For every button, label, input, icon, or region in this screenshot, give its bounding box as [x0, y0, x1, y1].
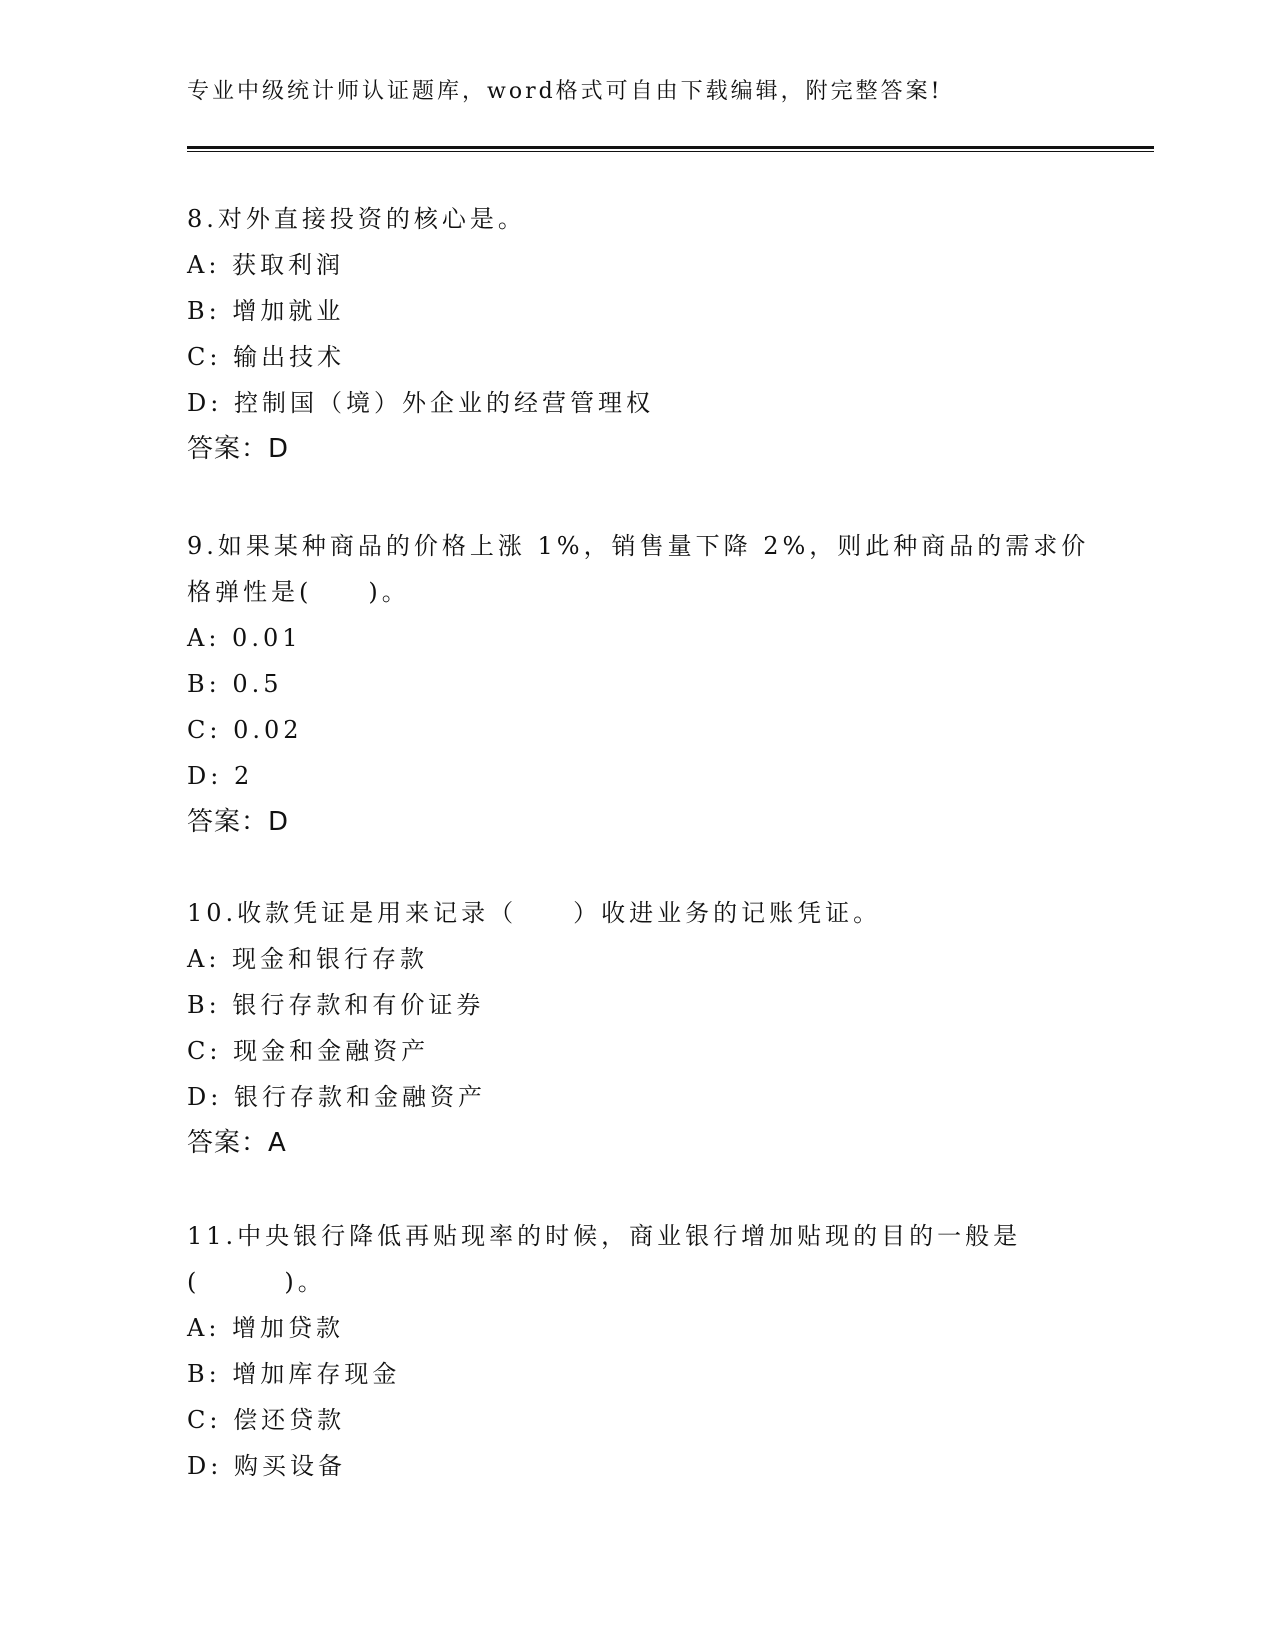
answer-label: 答案：D [187, 434, 290, 464]
option-a: A: 获取利润 [187, 251, 345, 279]
option-d: D: 控制国（境）外企业的经营管理权 [187, 389, 654, 417]
question-10 [187, 890, 1087, 1166]
question-stem-continued: 格弹性是( )。 [187, 578, 410, 606]
option-d: D: 银行存款和金融资产 [187, 1083, 486, 1111]
option-c: C: 偿还贷款 [187, 1406, 346, 1434]
question-8 [187, 196, 1087, 472]
question-stem: 9.如果某种商品的价格上涨 1%，销售量下降 2%，则此种商品的需求价 [187, 532, 1090, 560]
option-b: B: 增加库存现金 [187, 1360, 401, 1388]
option-b: B: 增加就业 [187, 297, 345, 325]
question-stem: 8.对外直接投资的核心是。 [187, 205, 526, 233]
option-a: A: 增加贷款 [187, 1314, 345, 1342]
question-stem: 11.中央银行降低再贴现率的时候，商业银行增加贴现的目的一般是 [187, 1222, 1022, 1250]
question-11 [187, 1213, 1087, 1489]
page-header-text: 专业中级统计师认证题库，word格式可自由下载编辑，附完整答案! [187, 79, 943, 104]
option-b: B: 银行存款和有价证券 [187, 991, 485, 1019]
option-a: A: 现金和银行存款 [187, 945, 429, 973]
question-9 [187, 523, 1090, 845]
option-c: C: 0.02 [187, 716, 303, 744]
option-c: C: 输出技术 [187, 343, 346, 371]
option-d: D: 购买设备 [187, 1452, 346, 1480]
header-divider [187, 146, 1154, 152]
option-c: C: 现金和金融资产 [187, 1037, 430, 1065]
option-b: B: 0.5 [187, 670, 283, 698]
question-stem: 10.收款凭证是用来记录（ ）收进业务的记账凭证。 [187, 899, 882, 927]
option-d: D: 2 [187, 762, 254, 790]
option-a: A: 0.01 [187, 624, 302, 652]
question-stem-continued: ( )。 [187, 1268, 326, 1296]
answer-label: 答案：A [187, 1128, 287, 1158]
answer-label: 答案：D [187, 807, 290, 837]
